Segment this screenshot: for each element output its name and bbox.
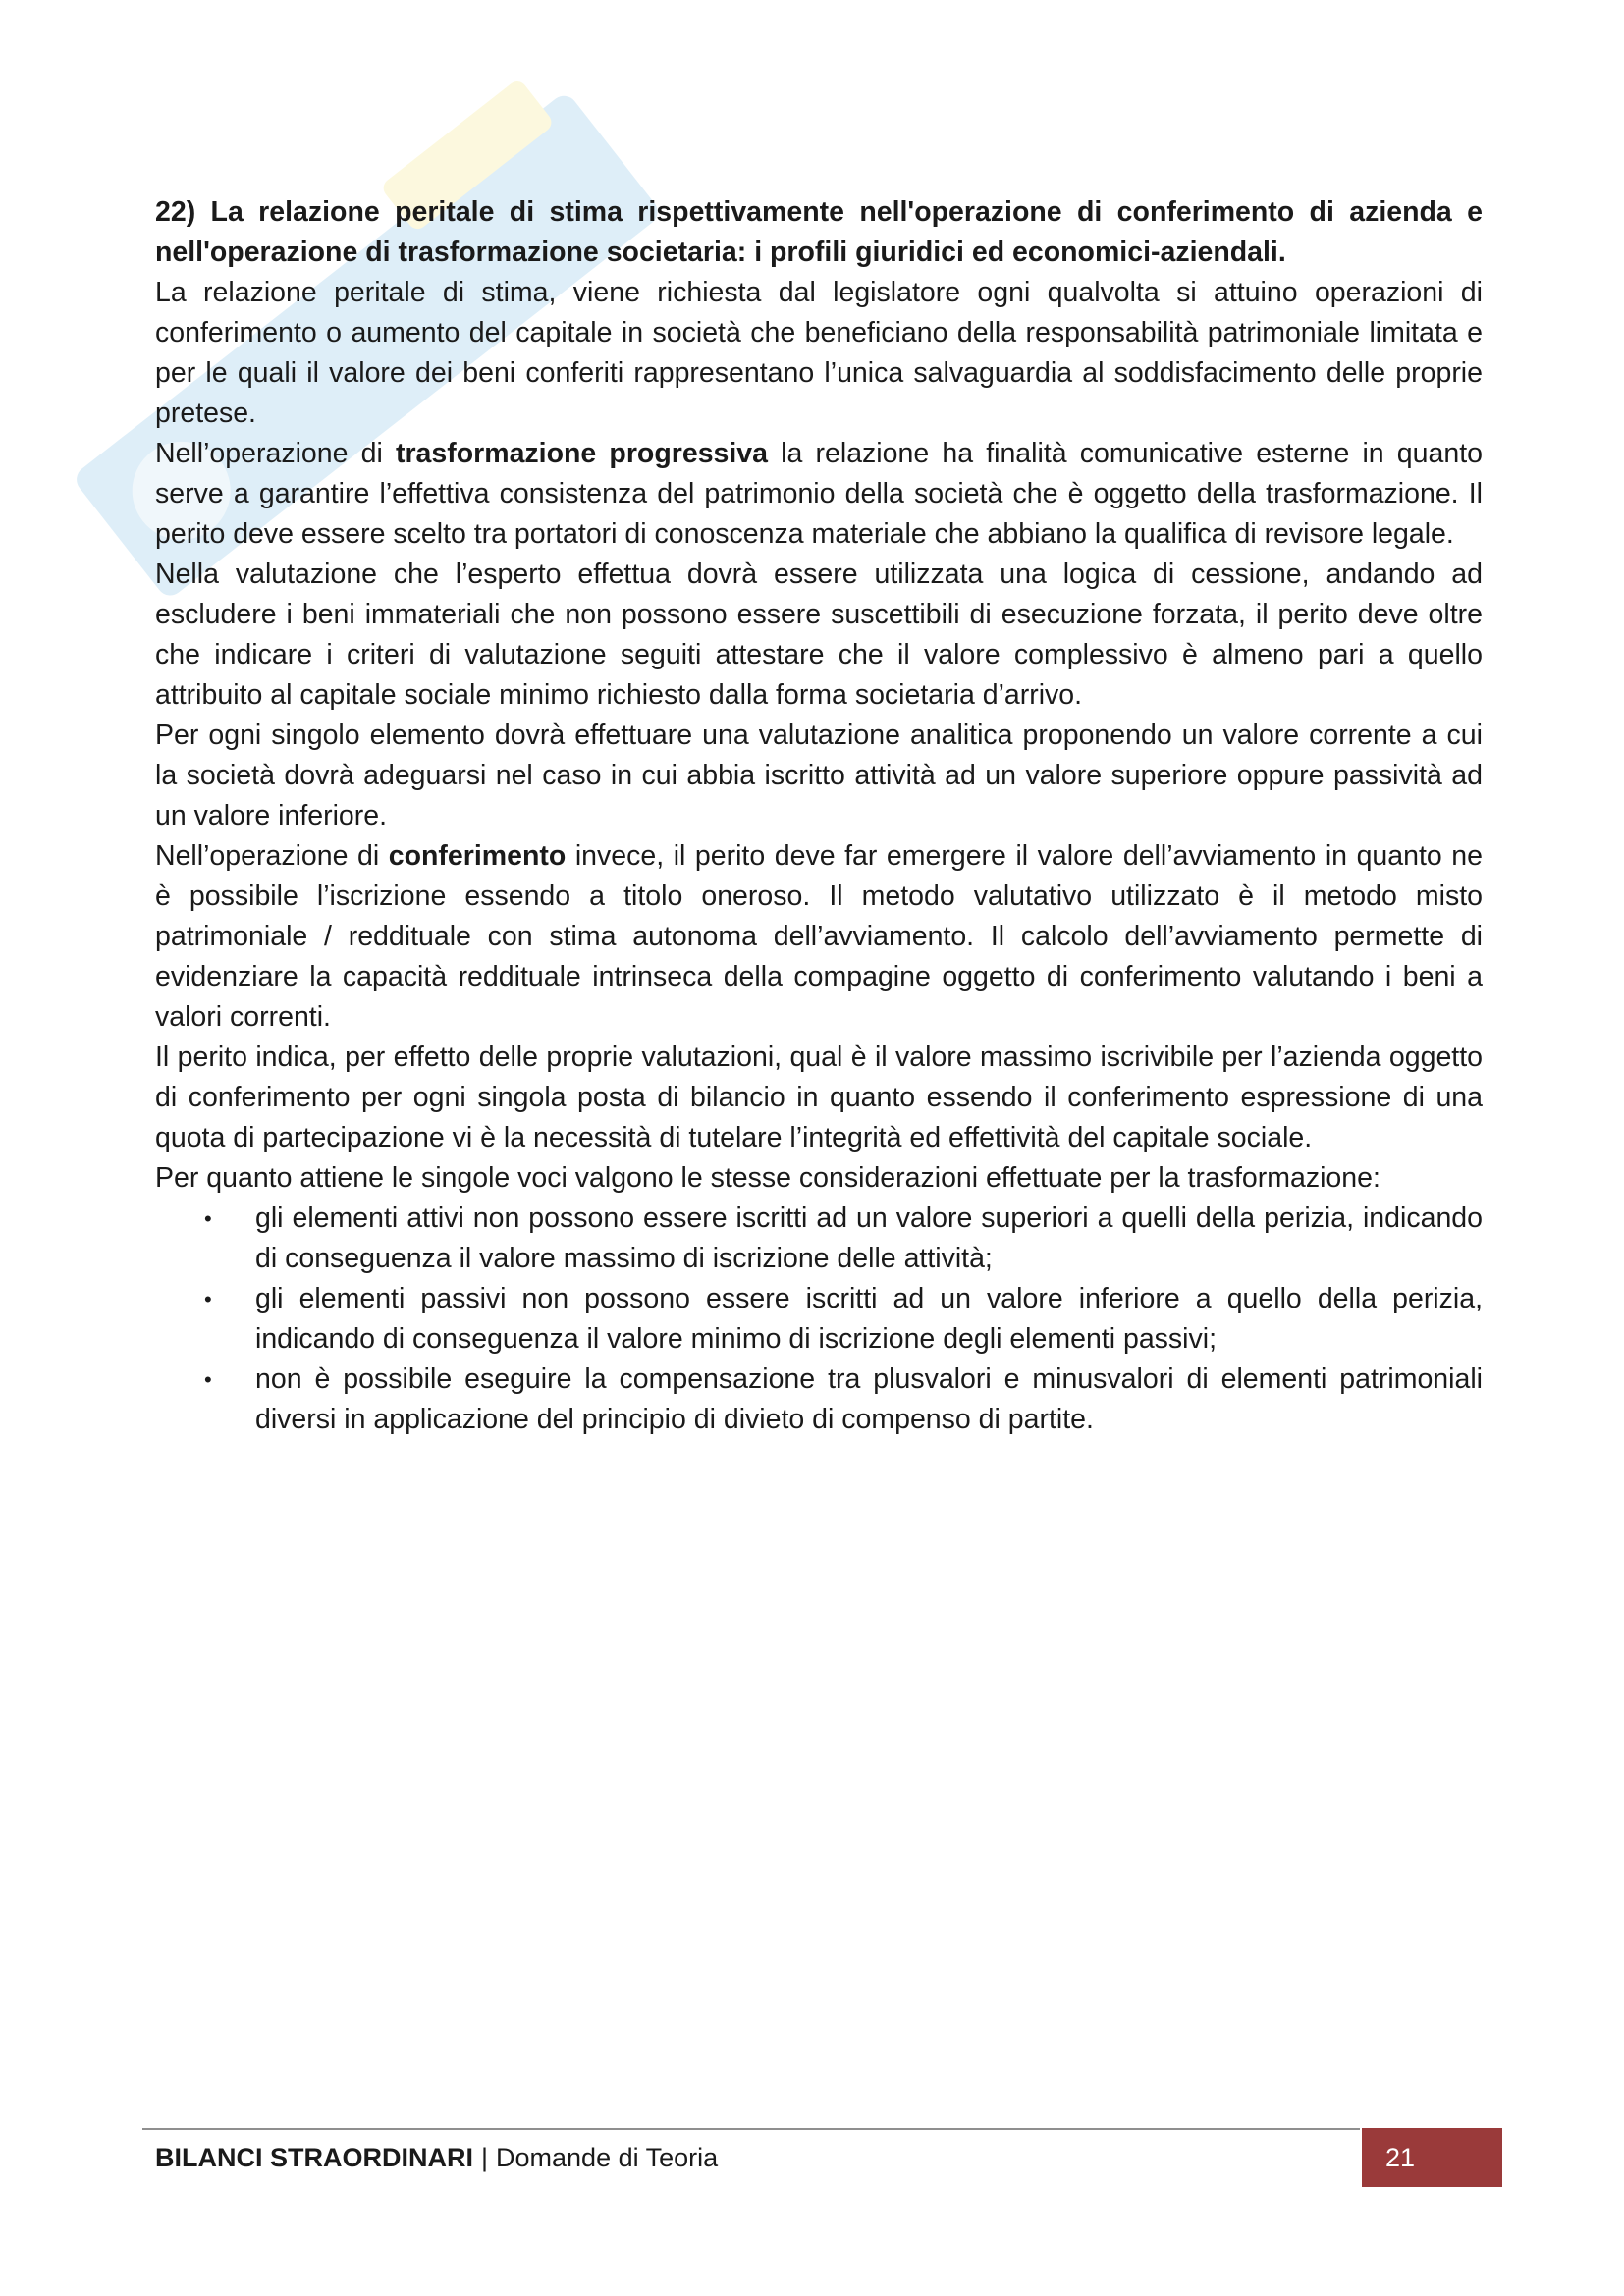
paragraph-6: Il perito indica, per effetto delle proprie valutazioni, qual è il valore massimo iscrivibile per l’azienda oggetto di conferimento per ogni singola posta di bilancio in quanto essendo il conferimento espressione di una quota di partecipazione vi è la necessità di tutelare l’integrità ed effettività del capitale sociale. bbox=[155, 1041, 1483, 1153]
paragraph-4: Per ogni singolo elemento dovrà effettuare una valutazione analitica proponendo un valore corrente a cui la società dovrà adeguarsi nel caso in cui abbia iscritto attività ad un valore superiore oppure passività ad un valore inferiore. bbox=[155, 720, 1483, 831]
paragraph-3: Nella valutazione che l’esperto effettua dovrà essere utilizzata una logica di cessione, andando ad escludere i beni immateriali che non possono essere suscettibili di esecuzione forzata, il perito deve oltre che indicare i criteri di valutazione seguiti attestare che il valore complessivo è almeno pari a quello attribuito al capitale sociale minimo richiesto dalla forma societaria d’arrivo. bbox=[155, 559, 1483, 711]
page-number: 21 bbox=[1362, 2128, 1502, 2187]
section-heading: 22) La relazione peritale di stima rispettivamente nell'operazione di conferimento di azienda e nell'operazione di trasformazione societaria: i profili giuridici ed economici-aziendali. bbox=[155, 196, 1483, 268]
footer-subtitle: Domande di Teoria bbox=[496, 2143, 719, 2172]
bullet-list bbox=[155, 1199, 1483, 1440]
footer-brand: BILANCI STRAORDINARI bbox=[155, 2143, 473, 2172]
paragraph-2-rest: la relazione ha finalità comunicative esterne in quanto serve a garantire l’effettiva consistenza del patrimonio della società che è oggetto della trasformazione. Il perito deve essere scelto tra portatori di conoscenza materiale che abbiano la qualifica di revisore legale. bbox=[155, 438, 1483, 550]
list-item-text: non è possibile eseguire la compensazione tra plusvalori e minusvalori di elementi patrimoniali diversi in applicazione del principio di divieto di compenso di partite. bbox=[255, 1363, 1483, 1435]
paragraph-5-lead: Nell’operazione di bbox=[155, 840, 389, 872]
footer-divider bbox=[142, 2128, 1360, 2130]
paragraph-7: Per quanto attiene le singole voci valgono le stesse considerazioni effettuate per la trasformazione: bbox=[155, 1162, 1380, 1194]
paragraph-2-lead: Nell’operazione di bbox=[155, 438, 396, 469]
list-item-text: gli elementi passivi non possono essere iscritti ad un valore inferiore a quello della perizia, indicando di conseguenza il valore minimo di iscrizione degli elementi passivi; bbox=[255, 1283, 1483, 1355]
list-item-text: gli elementi attivi non possono essere iscritti ad un valore superiori a quelli della perizia, indicando di conseguenza il valore massimo di iscrizione delle attività; bbox=[255, 1202, 1483, 1274]
footer-separator: | bbox=[481, 2143, 489, 2172]
document-body bbox=[155, 192, 1483, 1440]
list-item bbox=[155, 1199, 1483, 1279]
bullet-icon: • bbox=[204, 1287, 212, 1311]
bullet-icon: • bbox=[204, 1206, 212, 1231]
term-trasformazione-progressiva: trasformazione progressiva bbox=[395, 438, 769, 469]
paragraph-1: La relazione peritale di stima, viene richiesta dal legislatore ogni qualvolta si attuino operazioni di conferimento o aumento del capitale in società che beneficiano della responsabilità patrimoniale limitata e per le quali il valore dei beni conferiti rappresentano l’unica salvaguardia al soddisfacimento delle proprie pretese. bbox=[155, 277, 1483, 429]
paragraph-5 bbox=[155, 836, 1483, 1038]
footer-title bbox=[155, 2142, 718, 2173]
page-footer bbox=[142, 2128, 1502, 2187]
list-item bbox=[155, 1360, 1483, 1440]
paragraph-2 bbox=[155, 434, 1483, 555]
bullet-icon: • bbox=[204, 1367, 212, 1392]
list-item bbox=[155, 1279, 1483, 1360]
term-conferimento: conferimento bbox=[388, 840, 567, 872]
paragraph-5-rest: invece, il perito deve far emergere il valore dell’avviamento in quanto ne è possibile l’iscrizione essendo a titolo oneroso. Il metodo valutativo utilizzato è il metodo misto patrimoniale / reddituale con stima autonoma dell’avviamento. Il calcolo dell’avviamento permette di evidenziare la capacità reddituale intrinseca della compagine oggetto di conferimento valutando i beni a valori correnti. bbox=[155, 840, 1483, 1033]
